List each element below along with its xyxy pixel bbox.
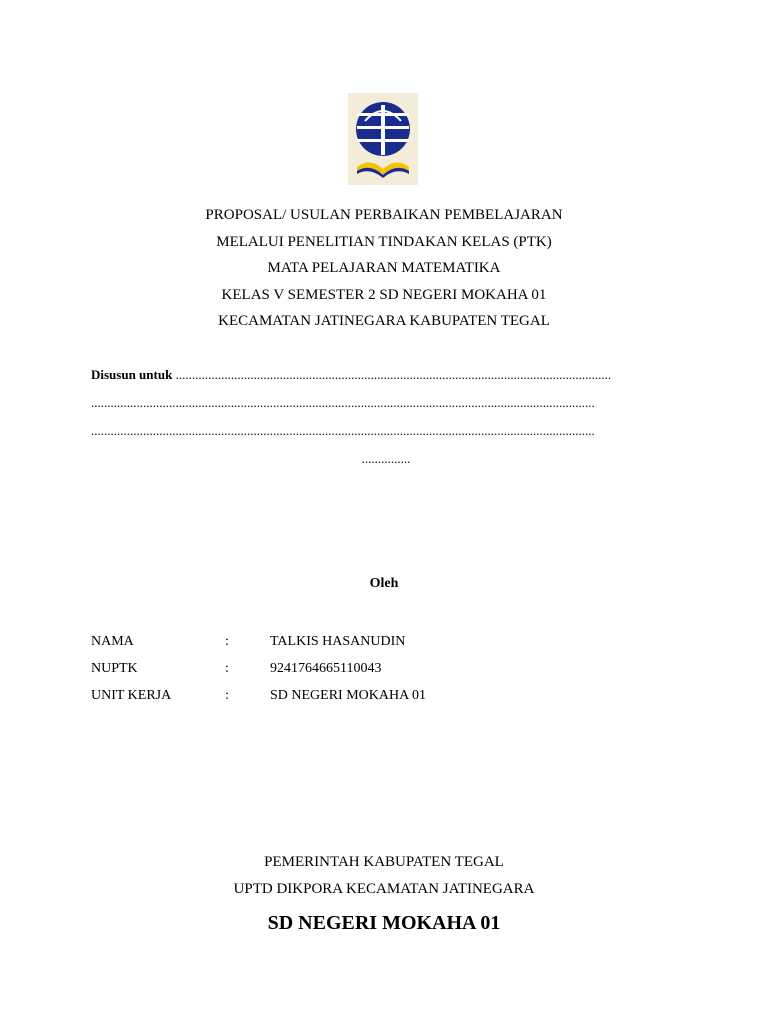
identity-separator: :: [225, 661, 229, 676]
title-line: KECAMATAN JATINEGARA KABUPATEN TEGAL: [218, 313, 550, 329]
dotted-line: ...........................................................................................................................................................: [91, 423, 595, 438]
title-line: KELAS V SEMESTER 2 SD NEGERI MOKAHA 01: [221, 286, 547, 303]
identity-key: NAMA: [91, 634, 134, 649]
identity-row: [91, 682, 691, 709]
dotted-line: ......................................................................................................................................: [175, 367, 612, 382]
identity-value: TALKIS HASANUDIN: [270, 634, 406, 649]
identity-value: 9241764665110043: [270, 661, 382, 676]
footer-uptd: UPTD DIKPORA KECAMATAN JATINEGARA: [233, 881, 535, 897]
title-line: MATA PELAJARAN MATEMATIKA: [267, 260, 501, 276]
footer-school-name: SD NEGERI MOKAHA 01: [267, 912, 501, 934]
oleh-label: Oleh: [369, 576, 399, 591]
disusun-row: [91, 361, 681, 389]
disusun-label: Disusun untuk: [91, 367, 173, 382]
identity-separator: :: [225, 634, 229, 649]
proposal-title: [0, 202, 768, 335]
identity-row: [91, 655, 691, 682]
identity-separator: :: [225, 688, 229, 703]
footer-government: PEMERINTAH KABUPATEN TEGAL: [264, 854, 504, 870]
title-line: PROPOSAL/ USULAN PERBAIKAN PEMBELAJARAN: [205, 207, 563, 223]
tut-wuri-handayani-logo: [348, 93, 418, 185]
dotted-line: ...............: [361, 451, 411, 466]
identity-key: NUPTK: [91, 661, 138, 676]
institution-footer: [0, 849, 768, 943]
author-identity: [91, 628, 691, 709]
disusun-untuk-section: [91, 361, 681, 473]
identity-value: SD NEGERI MOKAHA 01: [270, 688, 426, 703]
identity-row: [91, 628, 691, 655]
identity-key: UNIT KERJA: [91, 688, 172, 703]
dotted-line: ...........................................................................................................................................................: [91, 395, 595, 410]
title-line: MELALUI PENELITIAN TINDAKAN KELAS (PTK): [216, 233, 552, 250]
